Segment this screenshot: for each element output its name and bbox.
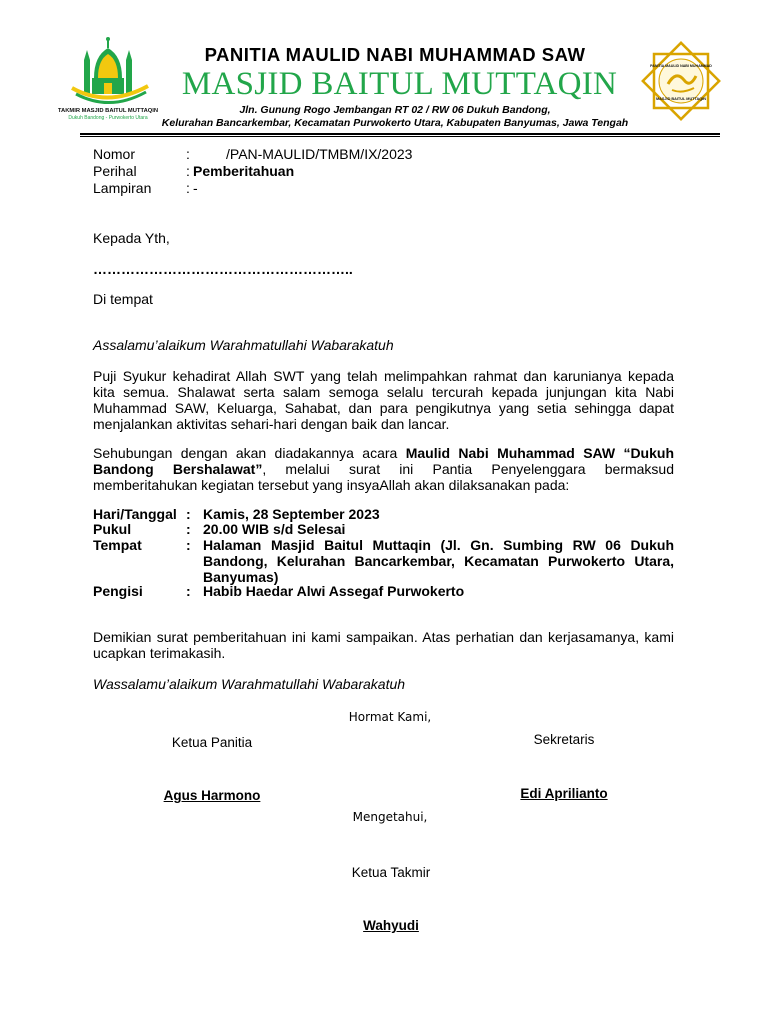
speaker-colon: :	[186, 583, 191, 599]
takmir-title: Ketua Takmir	[351, 865, 431, 880]
venue-colon: :	[186, 537, 191, 553]
perihal-value: Pemberitahuan	[193, 163, 295, 179]
paragraph-2-intro: Sehubungan dengan akan diadakannya acara	[93, 445, 398, 461]
secretary-name: Edi Aprilianto	[520, 786, 608, 801]
maulid-committee-logo	[636, 34, 726, 128]
event-name-b: Bandong Bershalawat”	[93, 461, 263, 477]
svg-text:TAKMIR MASJID BAITUL MUTTAQIN: TAKMIR MASJID BAITUL MUTTAQIN	[58, 108, 159, 114]
paragraph-2-line	[93, 445, 674, 461]
paragraph-2-continuation: , melalui surat ini Pantia Penyelenggara bermaksud	[262, 461, 674, 477]
takmir-name: Wahyudi	[363, 918, 419, 933]
time-value: 20.00 WIB s/d Selesai	[203, 521, 346, 537]
paragraph-2-line: memberitahukan kegiatan tersebut yang insyaAllah akan dilaksanakan pada:	[93, 477, 570, 493]
paragraph-2	[93, 445, 674, 493]
paragraph-1-line: kita semua. Shalawat serta salam semoga selalu tercurah kepada junjungan kita Nabi	[93, 384, 674, 400]
event-name-a: Maulid Nabi Muhammad SAW “Dukuh	[405, 445, 674, 461]
recipient-place: Di tempat	[93, 291, 153, 307]
closing-line: ucapkan terimakasih.	[93, 645, 226, 661]
speaker-value: Habib Haedar Alwi Assegaf Purwokerto	[203, 583, 465, 599]
star-emblem-icon	[636, 34, 726, 128]
recipient-dots: ………………………………………………..	[93, 261, 353, 277]
perihal-colon: :	[186, 163, 190, 179]
nomor-colon: :	[186, 146, 190, 162]
time-label: Pukul	[93, 521, 132, 537]
closing-paragraph	[93, 629, 674, 661]
perihal-label: Perihal	[93, 163, 137, 179]
paragraph-2-line	[93, 461, 674, 477]
chair-name: Agus Harmono	[163, 788, 261, 803]
date-colon: :	[186, 506, 191, 522]
lampiran-colon: :	[186, 180, 190, 196]
mosque-name: MASJID BAITUL MUTTAQIN	[181, 66, 618, 102]
paragraph-1-line: Muhammad SAW, Keluarga, Sahabat, dan para pengikutnya yang setia sehingga dapat	[93, 400, 674, 416]
closing-line: Demikian surat pemberitahuan ini kami sampaikan. Atas perhatian dan kerjasamanya, kami	[93, 629, 674, 645]
date-value: Kamis, 28 September 2023	[203, 506, 380, 522]
lampiran-label: Lampiran	[93, 180, 152, 196]
respect-text: Hormat Kami,	[348, 710, 432, 724]
svg-text:PANITIA MAULID NABI MUHAMMAD: PANITIA MAULID NABI MUHAMMAD	[650, 64, 712, 68]
paragraph-1-line: menjalankan aktivitas sehari-hari dengan baik dan lancar.	[93, 416, 450, 432]
nomor-value: /PAN-MAULID/TMBM/IX/2023	[226, 146, 413, 162]
secretary-title: Sekretaris	[533, 732, 595, 747]
header-divider-thin	[80, 136, 720, 137]
svg-text:Dukuh Bandong - Purwokerto Uta: Dukuh Bandong - Purwokerto Utara	[68, 115, 148, 121]
recipient-greeting: Kepada Yth,	[93, 230, 170, 246]
address-line-1: Jln. Gunung Rogo Jembangan RT 02 / RW 06 Dukuh Bandong,	[239, 104, 551, 116]
speaker-label: Pengisi	[93, 583, 143, 599]
paragraph-1-line: Puji Syukur kehadirat Allah SWT yang telah melimpahkan rahmat dan karunianya kepada	[93, 368, 674, 384]
time-colon: :	[186, 521, 191, 537]
paragraph-1	[93, 368, 674, 432]
opening-salam: Assalamu’alaikum Warahmatullahi Wabarakatuh	[93, 337, 394, 353]
address-line-2: Kelurahan Bancarkembar, Kecamatan Purwokerto Utara, Kabupaten Banyumas, Jawa Tengah	[161, 117, 629, 129]
chair-title: Ketua Panitia	[171, 735, 253, 750]
committee-title: PANITIA MAULID NABI MUHAMMAD SAW	[204, 44, 586, 65]
closing-salam: Wassalamu’alaikum Warahmatullahi Wabarakatuh	[93, 676, 406, 692]
lampiran-value: -	[193, 180, 198, 196]
venue-value	[203, 537, 674, 585]
venue-line: Bandong, Kelurahan Bancarkembar, Kecamatan Purwokerto Utara,	[203, 553, 674, 569]
venue-label: Tempat	[93, 537, 142, 553]
acknowledged-text: Mengetahui,	[352, 810, 428, 824]
venue-line: Banyumas)	[203, 569, 279, 585]
svg-text:MASJID BAITUL MUTTAQIN: MASJID BAITUL MUTTAQIN	[655, 97, 707, 101]
nomor-label: Nomor	[93, 146, 136, 162]
venue-line: Halaman Masjid Baitul Muttaqin (Jl. Gn. Sumbing RW 06 Dukuh	[203, 537, 674, 553]
date-label: Hari/Tanggal	[93, 506, 177, 522]
header-divider	[80, 133, 720, 135]
